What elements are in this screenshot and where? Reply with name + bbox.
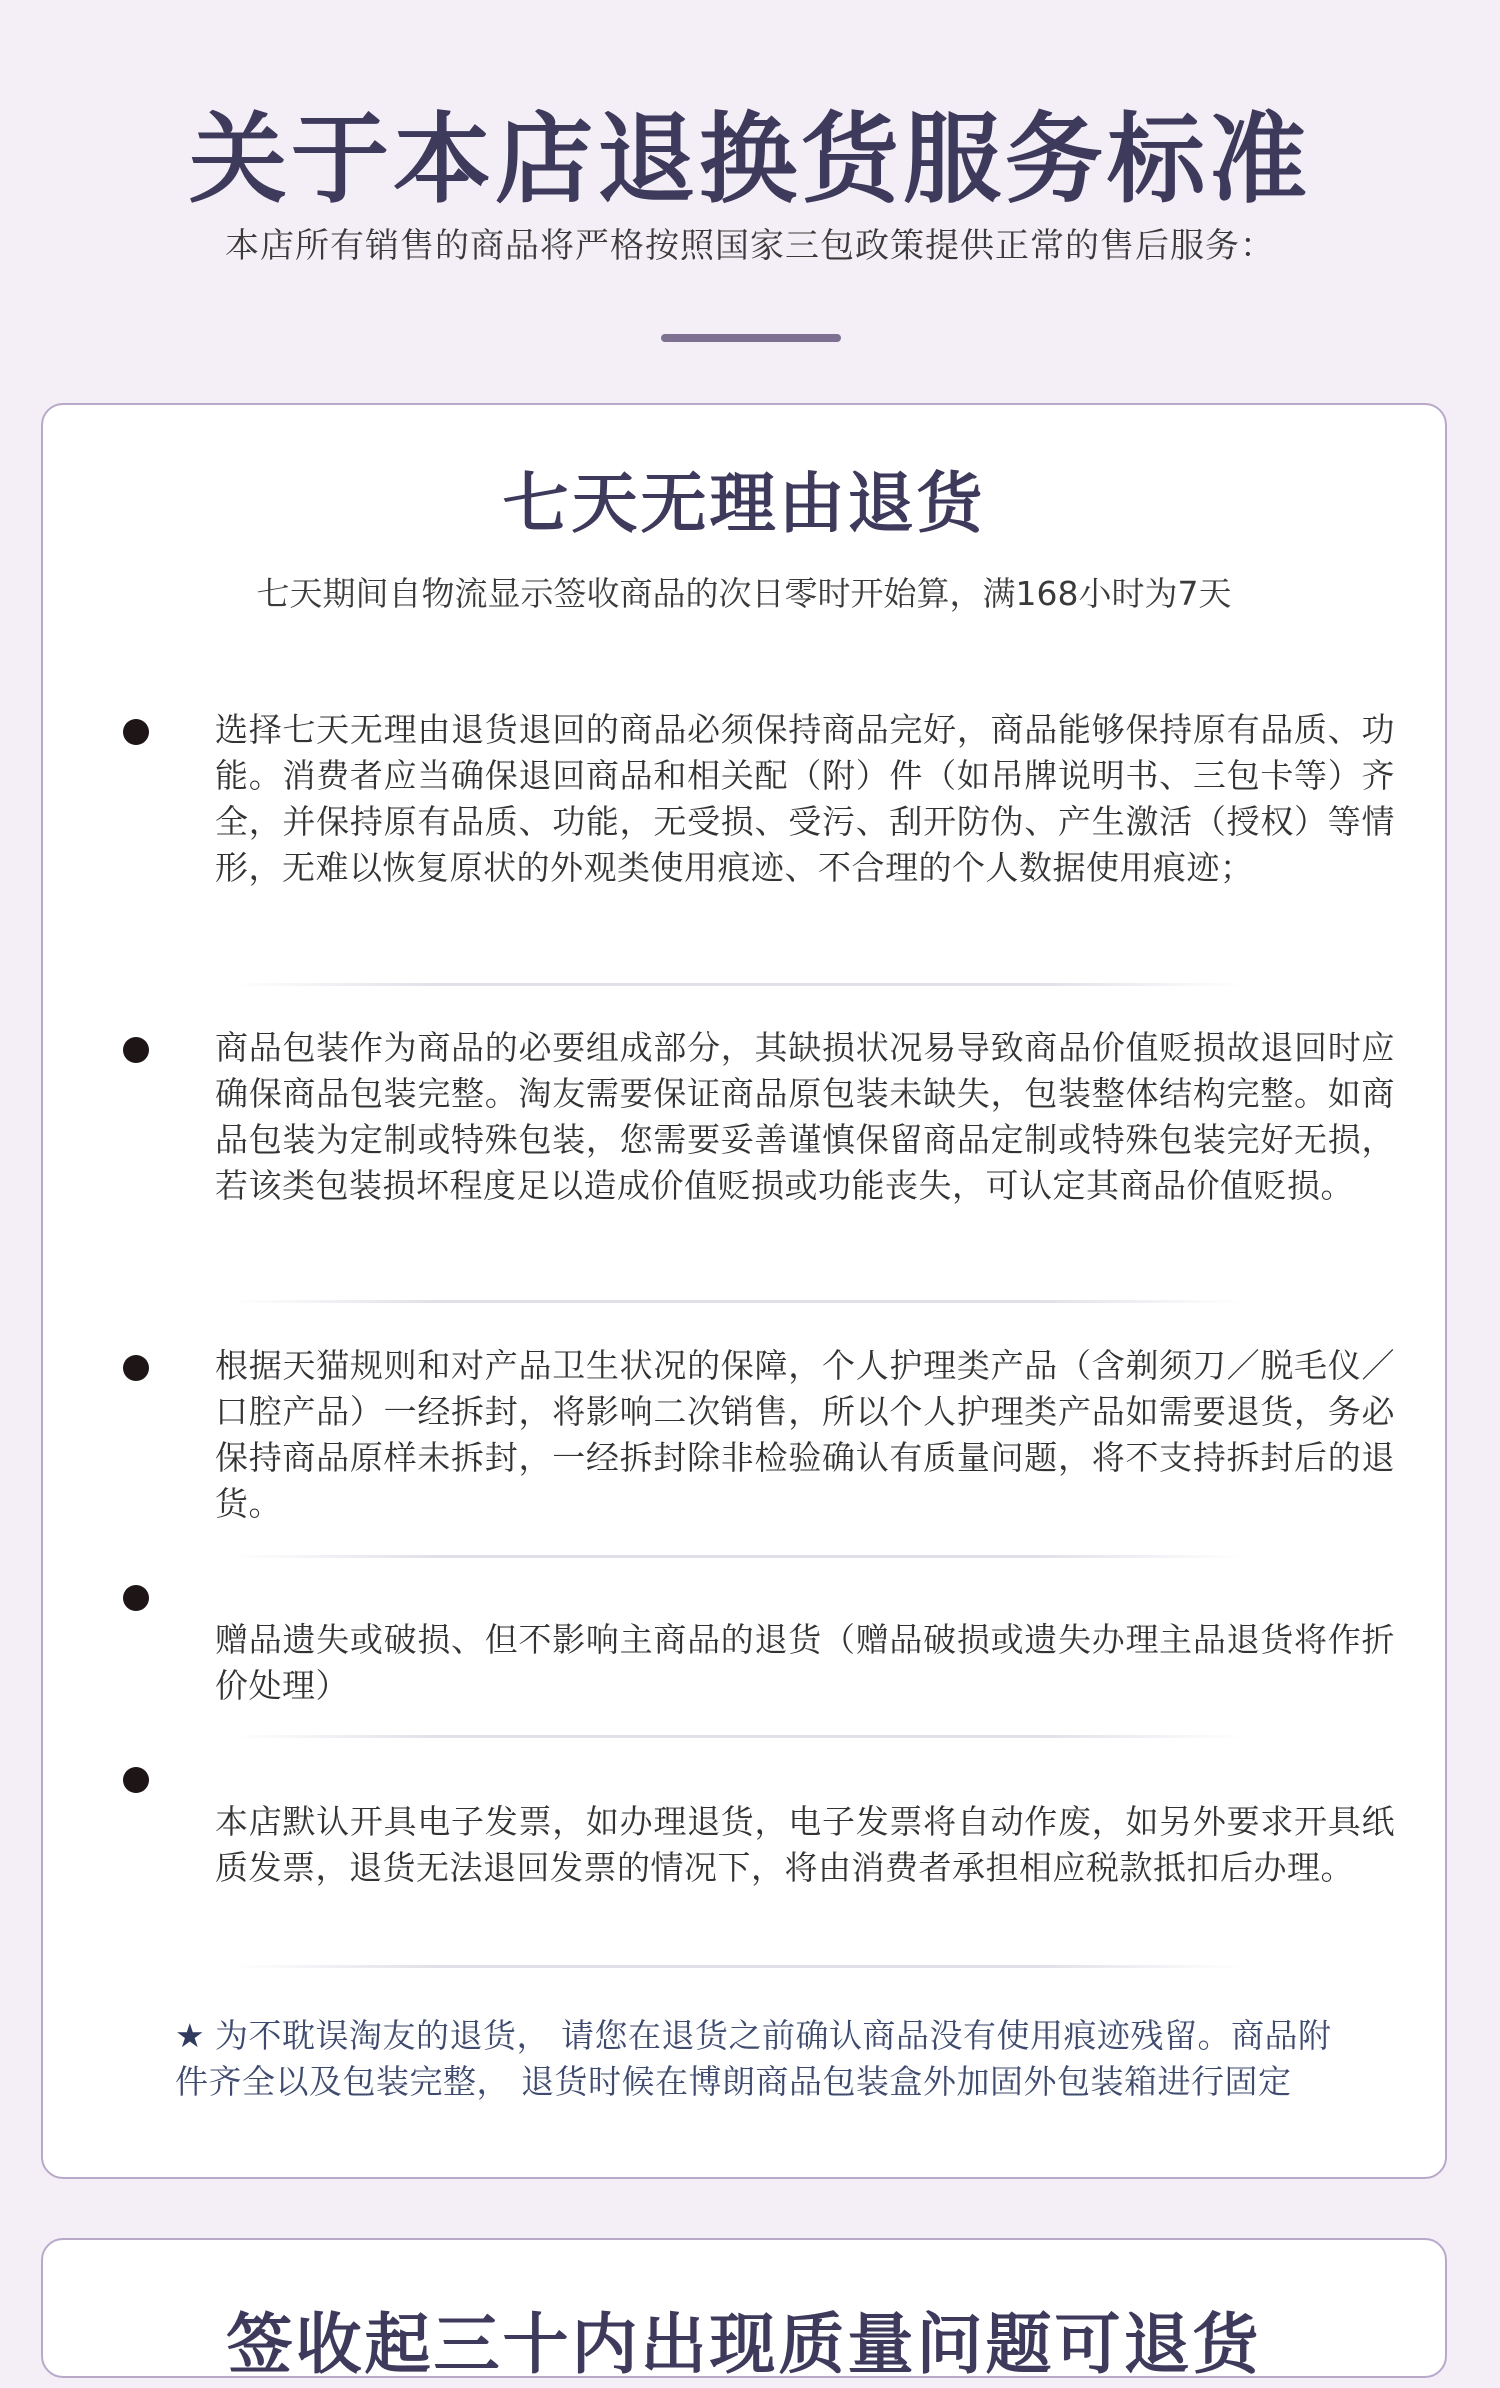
- title-divider: [661, 334, 841, 342]
- rule-text: 选择七天无理由退货退回的商品必须保持商品完好，商品能够保持原有品质、功能。消费者应当确保退回商品和相关配（附）件（如吊牌说明书、三包卡等）齐全，并保持原有品质、功能，无受损、受污、刮开防伪、产生激活（授权）等情形，无难以恢复原状的外观类使用痕迹、不合理的个人数据使用痕迹；: [215, 710, 1395, 887]
- rule-separator: [233, 1735, 1243, 1738]
- rule-text: 本店默认开具电子发票，如办理退货，电子发票将自动作废，如另外要求开具纸质发票，退货无法退回发票的情况下，将由消费者承担相应税款抵扣后办理。: [215, 1802, 1395, 1887]
- bullet-dot: [123, 1585, 149, 1611]
- seven-day-return-card: [41, 403, 1447, 2179]
- rule-text: 根据天猫规则和对产品卫生状况的保障，个人护理类产品（含剃须刀／脱毛仪／口腔产品）一经拆封，将影响二次销售，所以个人护理类产品如需要退货，务必保持商品原样未拆封，一经拆封除非检验确认有质量问题，将不支持拆封后的退货。: [215, 1346, 1395, 1523]
- rule-separator: [233, 1965, 1243, 1968]
- section-title: 签收起三十内出现质量问题可退货: [226, 2306, 1262, 2383]
- notice-text: 为不耽误淘友的退货， 请您在退货之前确认商品没有使用痕迹残留。商品附件齐全以及包装完整， 退货时候在博朗商品包装盒外加固外包装箱进行固定: [175, 2016, 1332, 2101]
- page-subtitle: 本店所有销售的商品将严格按照国家三包政策提供正常的售后服务：: [225, 226, 1275, 266]
- section-subtitle: 七天期间自物流显示签收商品的次日零时开始算，满168小时为7天: [256, 574, 1232, 613]
- section-title: 七天无理由退货: [502, 465, 986, 542]
- bullet-dot: [123, 719, 149, 745]
- bullet-dot: [123, 1767, 149, 1793]
- rule-text: 商品包装作为商品的必要组成部分，其缺损状况易导致商品价值贬损故退回时应确保商品包装完整。淘友需要保证商品原包装未缺失，包装整体结构完整。如商品包装为定制或特殊包装，您需要妥善谨慎保留商品定制或特殊包装完好无损，若该类包装损坏程度足以造成价值贬损或功能丧失，可认定其商品价值贬损。: [215, 1028, 1395, 1205]
- return-notice: [175, 2013, 1355, 2105]
- rule-text: 赠品遗失或破损、但不影响主商品的退货（赠品破损或遗失办理主品退货将作折价处理）: [215, 1620, 1395, 1705]
- bullet-dot: [123, 1355, 149, 1381]
- rule-separator: [233, 1555, 1243, 1558]
- quality-return-card: [41, 2238, 1447, 2383]
- page-title: 关于本店退换货服务标准: [188, 103, 1311, 217]
- rule-separator: [233, 1300, 1243, 1303]
- bullet-dot: [123, 1037, 149, 1063]
- star-icon: ★: [175, 2016, 206, 2055]
- rule-separator: [233, 983, 1243, 986]
